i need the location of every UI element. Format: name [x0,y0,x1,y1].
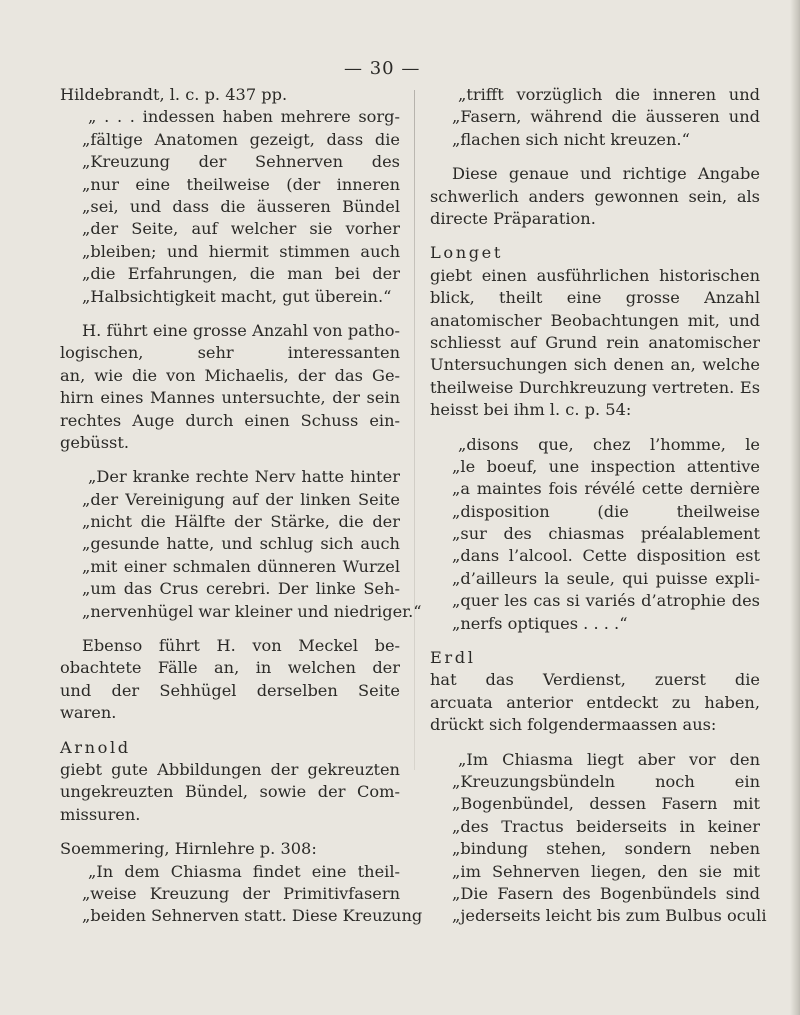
text-line: Ebenso führt H. von Meckel be- [82,636,400,656]
text-line: gebüsst. [60,432,129,452]
quote-block [430,434,760,636]
text-line: Arnold [60,737,131,757]
text-line: blick, theilt eine grosse Anzahl [430,288,760,308]
quote-block [60,466,422,623]
author-line-block [60,838,400,860]
text-line: giebt einen ausführlichen historischen [430,265,760,285]
author-line-block [60,84,400,106]
text-line: „ . . . indessen haben mehrere sorg- [88,107,400,127]
paragraph-block [430,163,760,230]
text-line: „disons que, chez l’homme, le [458,434,760,454]
page-edge-shadow [790,0,800,1015]
paragraph-block [60,635,400,725]
text-line: „im Sehnerven liegen, den sie mit [452,861,760,881]
text-line: directe Präparation. [430,208,596,228]
text-line: Erdl [430,648,476,668]
body-block [60,759,400,826]
text-line: theilweise Durchkreuzung vertreten. Es [430,377,760,397]
text-line: und der Sehhügel derselben Seite [60,680,400,700]
text-line: „der Seite, auf welcher sie vorher [82,219,400,239]
text-line: „sei, und dass die äusseren Bündel [82,196,400,216]
text-line: „beiden Sehnerven statt. Diese Kreuzung [82,906,423,926]
quote-block [60,861,423,928]
text-line: waren. [60,703,117,723]
text-line: „Im Chiasma liegt aber vor den [458,749,760,769]
text-line: „weise Kreuzung der Primitivfasern [82,884,400,904]
text-line: „die Erfahrungen, die man bei der [82,264,400,284]
text-line: obachtete Fälle an, in welchen der [60,658,400,678]
text-line: „nervenhügel war kleiner und niedriger.“ [82,601,422,621]
text-line: „um das Crus cerebri. Der linke Seh- [82,579,400,599]
text-line: „d’ailleurs la seule, qui puisse expli- [452,568,760,588]
text-line: „Kreuzungsbündeln noch ein [452,772,760,792]
text-line: missuren. [60,804,141,824]
text-line: Hildebrandt, l. c. p. 437 pp. [60,85,288,104]
text-line: Diese genaue und richtige Angabe [452,164,760,184]
body-block [430,669,760,736]
text-line: Untersuchungen sich denen an, welche [430,355,760,375]
text-line: rechtes Auge durch einen Schuss ein- [60,410,400,430]
text-line: „flachen sich nicht kreuzen.“ [452,129,690,149]
page-number: — 30 — [344,58,421,79]
text-line: „sur des chiasmas préalablement [452,524,760,544]
text-line: schliesst auf Grund rein anatomischer [430,332,760,352]
text-line: Soemmering, Hirnlehre p. 308: [60,839,317,859]
text-line: „Halbsichtigkeit macht, gut überein.“ [82,286,392,306]
text-line: „Kreuzung der Sehnerven des [82,152,400,172]
column-divider [414,90,415,770]
heading-block [430,242,760,264]
text-line: „In dem Chiasma findet eine theil- [88,861,400,881]
text-line: „der Vereinigung auf der linken Seite [82,489,400,509]
text-line: anatomischer Beobachtungen mit, und [430,310,760,330]
text-line: ungekreuzten Bündel, sowie der Com- [60,782,400,802]
text-line: heisst bei ihm l. c. p. 54: [430,400,632,420]
text-line: „nicht die Hälfte der Stärke, die der [82,512,400,532]
text-line: „gesunde hatte, und schlug sich auch [82,534,400,554]
body-block [430,265,760,422]
quote-block [60,106,400,308]
paragraph-block [60,320,400,454]
text-line: Longet [430,243,503,263]
text-line: „nur eine theilweise (der inneren [82,174,400,194]
text-line: „jederseits leicht bis zum Bulbus oculi [452,906,767,926]
text-line: „disposition (die theilweise [452,501,760,521]
text-line: giebt gute Abbildungen der gekreuzten [60,760,400,780]
text-line: „fältige Anatomen gezeigt, dass die [82,129,400,149]
text-line: „bleiben; und hiermit stimmen auch [82,241,400,261]
text-line: schwerlich anders gewonnen sein, als [430,186,760,206]
text-line: an, wie die von Michaelis, der das Ge- [60,365,400,385]
right-column [430,84,767,940]
text-line: „quer les cas si variés d’atrophie des [452,591,760,611]
text-line: „nerfs optiques . . . .“ [452,613,628,633]
text-line: logischen, sehr interessanten [60,343,400,363]
text-line: „le boeuf, une inspection attentive [452,456,760,476]
text-line: drückt sich folgendermaassen aus: [430,715,717,735]
heading-block [60,737,400,759]
text-line: hirn eines Mannes untersuchte, der sein [60,388,400,408]
heading-block [430,647,760,669]
text-line: „a maintes fois révélé cette dernière [452,479,760,499]
text-line: „bindung stehen, sondern neben [452,839,760,859]
quote-block [430,749,767,928]
text-line: „Der kranke rechte Nerv hatte hinter [88,467,400,487]
text-line: „trifft vorzüglich die inneren und [458,85,760,104]
quote-block [430,84,760,151]
left-column [60,84,423,940]
text-line: „Fasern, während die äusseren und [452,107,760,127]
text-line: „Die Fasern des Bogenbündels sind [452,884,760,903]
text-line: „dans l’alcool. Cette disposition est [452,546,760,566]
text-line: H. führt eine grosse Anzahl von patho- [82,320,400,340]
text-line: „des Tractus beiderseits in keiner [452,816,760,836]
text-line: hat das Verdienst, zuerst die [430,670,760,690]
text-line: „Bogenbündel, dessen Fasern mit [452,794,760,814]
text-line: „mit einer schmalen dünneren Wurzel [82,556,400,576]
text-line: arcuata anterior entdeckt zu haben, [430,692,760,712]
